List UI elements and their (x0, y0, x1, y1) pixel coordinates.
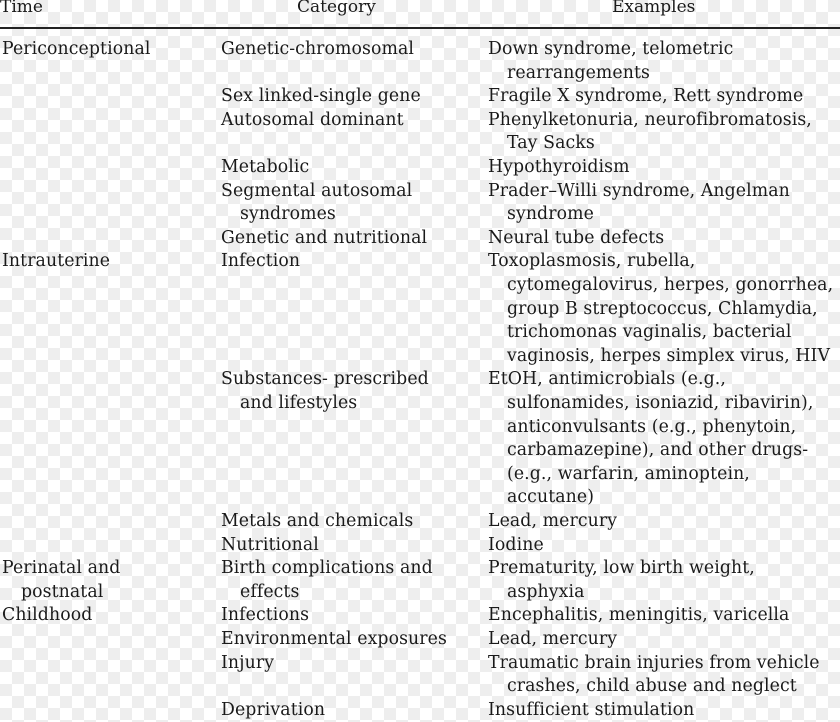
cell-examples-line: Encephalitis, meningitis, varicella (488, 605, 790, 626)
cell-examples-line: crashes, child abuse and neglect (507, 676, 797, 697)
cell-category (221, 368, 429, 415)
cell-examples (488, 38, 733, 85)
cell-examples (488, 227, 664, 251)
cell-category-line: Sex linked-single gene (221, 86, 421, 107)
cell-category (221, 699, 325, 722)
cell-time (2, 38, 150, 62)
cell-examples-line: Insufficient stimulation (488, 699, 695, 720)
cell-examples-line: Neural tube defects (488, 227, 665, 248)
cell-category (221, 534, 319, 558)
cell-category (221, 38, 414, 62)
cell-category-line: Infection (221, 251, 301, 272)
cell-examples (488, 628, 617, 652)
cell-examples-line: Prematurity, low birth weight, (488, 558, 755, 579)
cell-category-line: Genetic-chromosomal (221, 39, 415, 59)
cell-category-line: syndromes (240, 204, 336, 225)
cell-category-line: Substances- prescribed (221, 369, 429, 390)
cell-category-line: Nutritional (221, 534, 319, 555)
header-rule (0, 27, 840, 29)
cell-examples-line: Lead, mercury (488, 629, 618, 649)
cell-examples-line: syndrome (507, 204, 594, 225)
cell-time-line: Intrauterine (2, 251, 111, 272)
cell-time-line: Perinatal and (2, 558, 121, 579)
cell-category-line: Environmental exposures (221, 629, 447, 649)
cell-category-line: Segmental autosomal (221, 180, 413, 201)
header-examples: Examples (612, 0, 696, 17)
cell-examples-line: anticonvulsants (e.g., phenytoin, (507, 416, 797, 437)
cell-category-line: Infections (221, 605, 310, 626)
cell-examples (488, 109, 812, 156)
cell-time-line: Childhood (2, 605, 93, 626)
cell-examples (488, 557, 755, 604)
cell-category (221, 510, 413, 534)
cell-examples (488, 156, 630, 180)
cell-category (221, 652, 274, 676)
cell-category-line: Injury (221, 652, 275, 673)
cell-examples-line: EtOH, antimicrobials (e.g., (488, 369, 726, 390)
cell-examples (488, 180, 790, 227)
cell-category-line: Birth complications and (221, 558, 433, 579)
cell-examples (488, 85, 803, 109)
cell-examples-line: Traumatic brain injuries from vehicle (488, 652, 820, 673)
cell-examples-line: Toxoplasmosis, rubella, (488, 251, 696, 272)
cell-time-line: Periconceptional (2, 39, 151, 59)
cell-category-line: Autosomal dominant (221, 109, 404, 130)
cell-examples (488, 510, 617, 534)
cell-examples-line: Tay Sacks (507, 133, 595, 154)
cell-category (221, 227, 427, 251)
cell-examples (488, 604, 789, 628)
cell-category (221, 557, 433, 604)
cell-examples-line: trichomonas vaginalis, bacterial (507, 322, 792, 343)
cell-examples-line: Iodine (488, 534, 544, 555)
cell-category (221, 250, 300, 274)
cell-category (221, 156, 309, 180)
cell-category (221, 180, 412, 227)
cell-examples (488, 250, 833, 368)
table-header (0, 0, 840, 20)
cell-examples-line: (e.g., warfarin, aminoptein, (507, 463, 750, 484)
cell-time (2, 604, 92, 628)
cell-examples-line: rearrangements (507, 62, 650, 83)
cell-category (221, 628, 447, 652)
cell-examples-line: Down syndrome, telometric (488, 39, 734, 59)
cell-examples-line: vaginosis, herpes simplex virus, HIV (507, 345, 831, 366)
cell-examples (488, 699, 694, 722)
cell-examples-line: group B streptococcus, Chlamydia, (507, 298, 818, 319)
cell-examples-line: sulfonamides, isoniazid, ribavirin), (507, 392, 814, 413)
cell-time-line: postnatal (21, 581, 104, 602)
cell-examples-line: cytomegalovirus, herpes, gonorrhea, (507, 274, 834, 295)
cell-category-line: effects (240, 581, 300, 602)
cell-category (221, 604, 309, 628)
cell-category (221, 109, 404, 133)
cell-category-line: Genetic and nutritional (221, 227, 428, 248)
cell-category (221, 85, 421, 109)
cell-examples-line: accutane) (507, 487, 595, 508)
cell-category-line: Metals and chemicals (221, 511, 414, 531)
header-time: Time (0, 0, 43, 17)
cell-category-line: Deprivation (221, 699, 326, 720)
cell-category-line: and lifestyles (240, 392, 358, 413)
cell-examples (488, 534, 544, 558)
cell-time (2, 557, 120, 604)
cell-examples-line: Hypothyroidism (488, 157, 630, 177)
cell-time (2, 250, 110, 274)
cell-category-line: Metabolic (221, 157, 310, 177)
cell-examples-line: asphyxia (507, 581, 585, 602)
cell-examples-line: Phenylketonuria, neurofibromatosis, (488, 109, 812, 130)
cell-examples-line: Lead, mercury (488, 511, 618, 531)
cell-examples (488, 368, 813, 510)
cell-examples-line: Fragile X syndrome, Rett syndrome (488, 86, 804, 107)
cell-examples-line: carbamazepine), and other drugs- (507, 440, 809, 461)
cell-examples-line: Prader–Willi syndrome, Angelman (488, 180, 790, 201)
cell-examples (488, 652, 820, 699)
header-category: Category (297, 0, 376, 17)
